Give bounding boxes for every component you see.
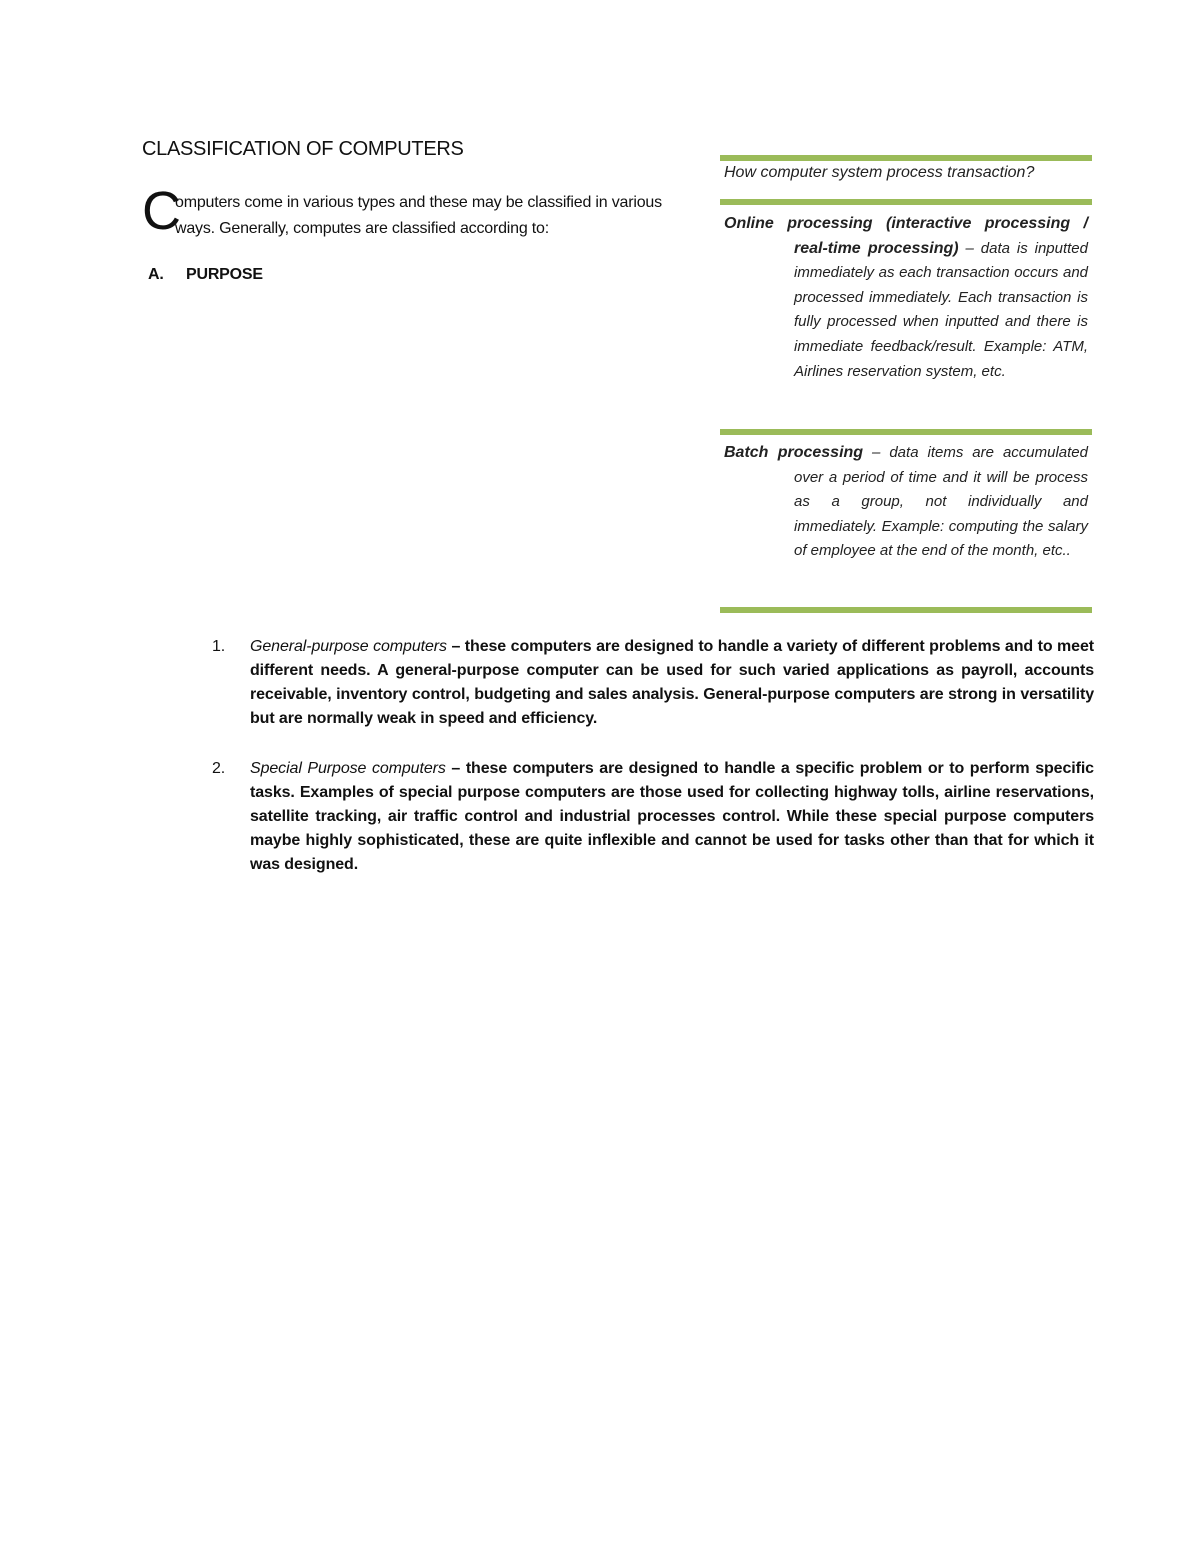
- list-item: [212, 635, 1094, 731]
- page-title: CLASSIFICATION OF COMPUTERS: [142, 138, 464, 160]
- sidebar-rule-top: [720, 155, 1092, 161]
- batch-first-line-text: – data items are accumulated: [872, 444, 1088, 461]
- batch-term: Batch processing: [724, 444, 864, 461]
- sidebar-question: How computer system process transaction?: [724, 164, 1035, 181]
- list-item-number: 2.: [212, 760, 226, 777]
- section-letter: A.: [148, 266, 164, 283]
- intro-text: omputers come in various types and these may be classified in various ways. Generally, computes are classified according to:: [175, 194, 662, 237]
- sidebar-rule-2: [720, 199, 1092, 205]
- online-description: – data is inputted immediately as each transaction occurs and processed immediately. Each transaction is fully processed when inputted and there is immediate feedback/result. Example: ATM, Airlines reservation system, etc.: [794, 239, 1088, 380]
- list-item-number: 1.: [212, 638, 226, 655]
- intro-paragraph: [142, 181, 677, 242]
- online-term-cont: real-time processing): [794, 239, 959, 257]
- sidebar-rule-3: [720, 429, 1092, 435]
- batch-processing-definition: [724, 441, 1088, 564]
- section-heading-text: PURPOSE: [186, 266, 263, 283]
- drop-cap: C: [142, 181, 181, 241]
- list-item-body: – these computers are designed to handle a specific problem or to perform specific tasks. Examples of special purpose computers are those used for collecting highway tolls, airline reservations, satellite tracking, air traffic control and industrial processes control. While these special purpose computers maybe highly sophisticated, these are quite inflexible and cannot be used for tasks other than that for which it was designed.: [250, 760, 1094, 873]
- section-heading: [148, 266, 263, 284]
- online-processing-definition: [724, 212, 1088, 384]
- list-item-body: – these computers are designed to handle a variety of different problems and to meet different needs. A general-purpose computer can be used for such varied applications as payroll, accounts receivable, inventory control, budgeting and sales analysis. General-purpose computers are strong in versatility but are normally weak in speed and efficiency.: [250, 638, 1094, 727]
- online-term-line: Online processing (interactive processing /: [724, 215, 1088, 232]
- purpose-list: [212, 635, 1094, 903]
- batch-first-line: [724, 441, 1088, 466]
- online-rest: [794, 237, 1088, 385]
- list-item-term: Special Purpose computers: [250, 760, 446, 777]
- sidebar-rule-bottom: [720, 607, 1092, 613]
- batch-description: over a period of time and it will be process as a group, not individually and immediately. Example: computing the salary of employee at the end of the month, etc..: [794, 468, 1088, 560]
- list-item: [212, 757, 1094, 877]
- list-item-term: General-purpose computers: [250, 638, 447, 655]
